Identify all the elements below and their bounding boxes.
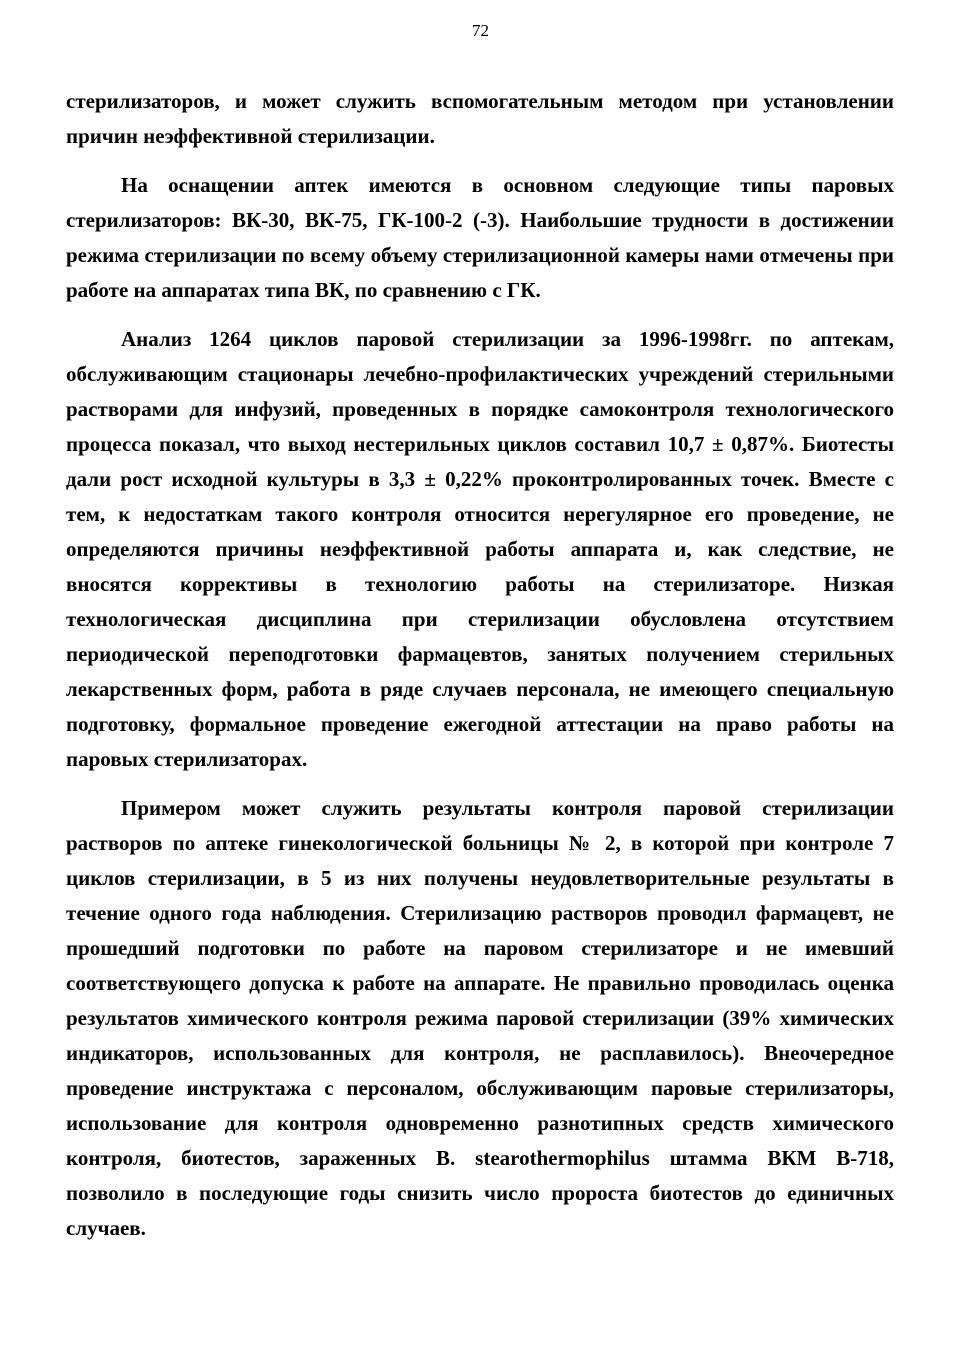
document-body bbox=[66, 84, 894, 1246]
paragraph-sterilizer-types: На оснащении аптек имеются в основном следующие типы паровых стерилизаторов: ВК-30, ВК-75, ГК-100-2 (-3). Наибольшие трудности в достижении режима стерилизации по всему объему стерилизационной камеры нами отмечены при работе на аппаратах типа ВК, по сравнению с ГК. bbox=[66, 173, 894, 302]
paragraph-continuation: стерилизаторов, и может служить вспомогательным методом при установлении причин неэффективной стерилизации. bbox=[66, 89, 894, 148]
paragraph-cycle-analysis: Анализ 1264 циклов паровой стерилизации за 1996-1998гг. по аптекам, обслуживающим стационары лечебно-профилактических учреждений стерильными растворами для инфузий, проведенных в порядке самоконтроля технологического процесса показал, что выход нестерильных циклов составил 10,7 ± 0,87%. Биотесты дали рост исходной культуры в 3,3 ± 0,22% проконтролированных точек. Вместе с тем, к недостаткам такого контроля относится нерегулярное его проведение, не определяются причины неэффективной работы аппарата и, как следствие, не вносятся коррективы в технологию работы на стерилизаторе. Низкая технологическая дисциплина при стерилизации обусловлена отсутствием периодической переподготовки фармацевтов, занятых получением стерильных лекарственных форм, работа в ряде случаев персонала, не имеющего специальную подготовку, формальное проведение ежегодной аттестации на право работы на паровых стерилизаторах. bbox=[66, 327, 894, 771]
paragraph-hospital-example: Примером может служить результаты контроля паровой стерилизации растворов по аптеке гинекологической больницы № 2, в которой при контроле 7 циклов стерилизации, в 5 из них получены неудовлетворительные результаты в течение одного года наблюдения. Стерилизацию растворов проводил фармацевт, не прошедший подготовки по работе на паровом стерилизаторе и не имевший соответствующего допуска к работе на аппарате. Не правильно проводилась оценка результатов химического контроля режима паровой стерилизации (39% химических индикаторов, использованных для контроля, не расплавилось). Внеочередное проведение инструктажа с персоналом, обслуживающим паровые стерилизаторы, использование для контроля одновременно разнотипных средств химического контроля, биотестов, зараженных B. stearothermophilus штамма ВКМ В-718, позволило в последующие годы снизить число пророста биотестов до единичных случаев. bbox=[66, 796, 894, 1240]
page-number: 72 bbox=[472, 21, 489, 40]
